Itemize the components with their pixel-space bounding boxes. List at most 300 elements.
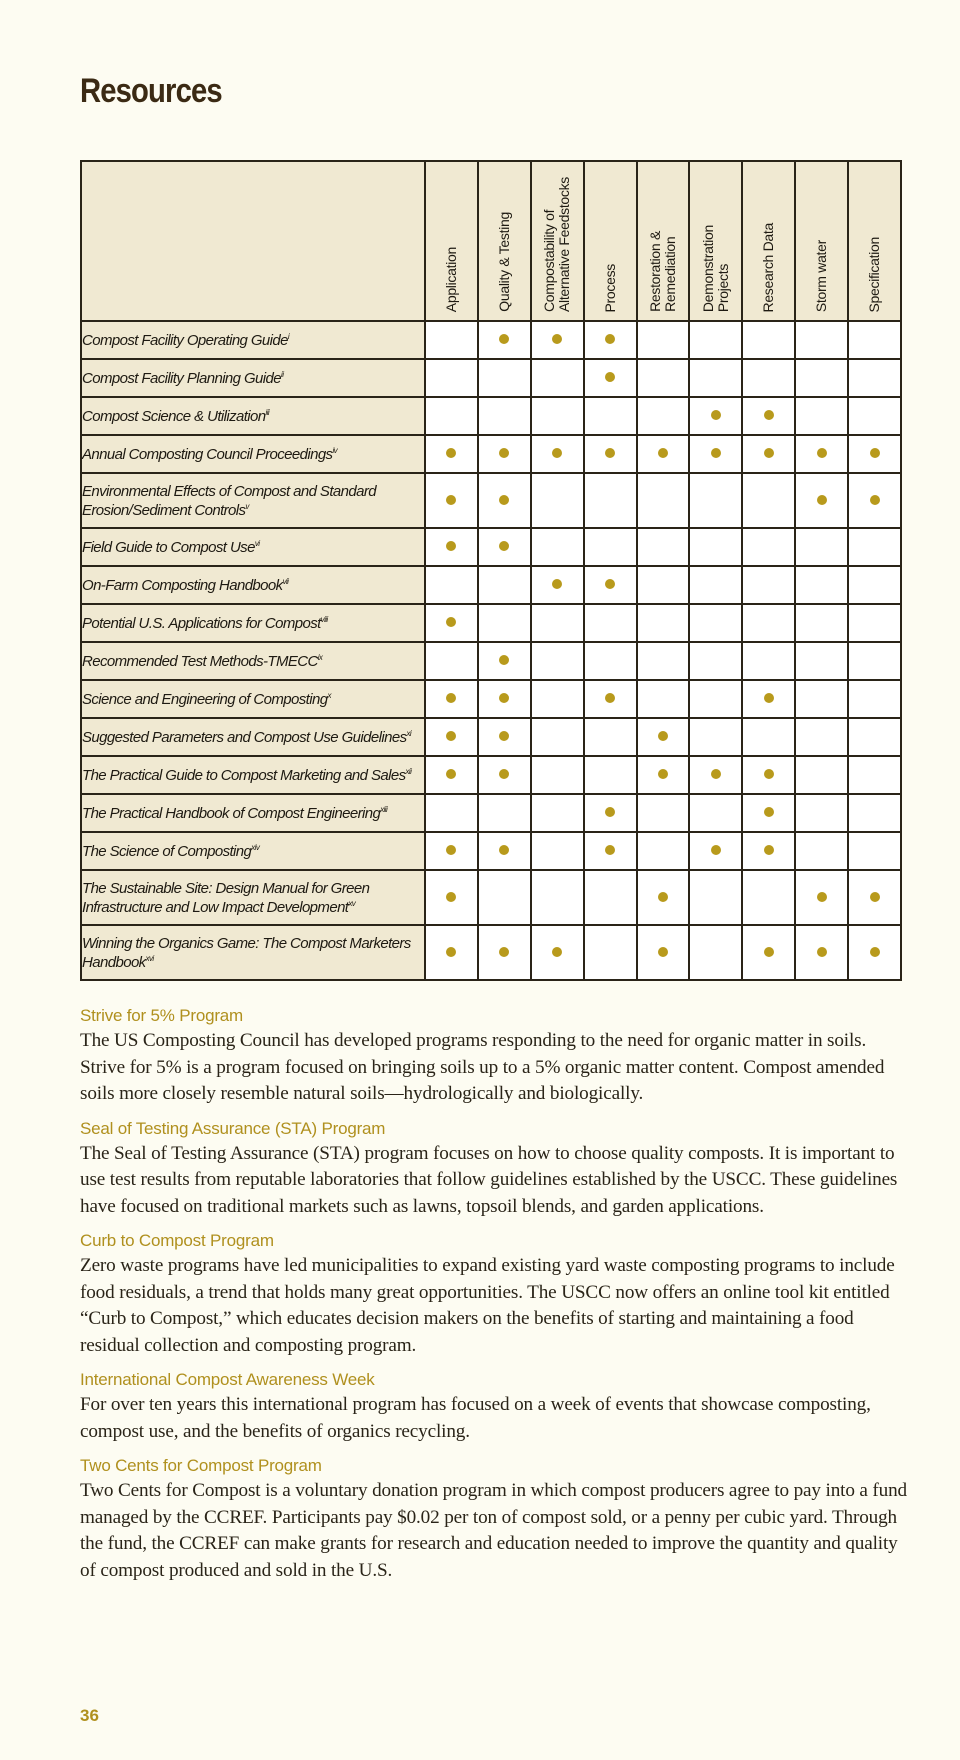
section-title: Strive for 5% Program xyxy=(80,1006,244,1025)
column-header xyxy=(531,161,584,321)
matrix-cell xyxy=(478,756,531,794)
matrix-cell xyxy=(795,794,848,832)
matrix-cell xyxy=(742,870,795,925)
page-title: Resources xyxy=(80,72,222,110)
bullet-dot-icon xyxy=(817,448,827,458)
bullet-dot-icon xyxy=(499,495,509,505)
bullet-dot-icon xyxy=(499,334,509,344)
column-header xyxy=(425,161,478,321)
matrix-cell xyxy=(742,680,795,718)
bullet-dot-icon xyxy=(605,579,615,589)
matrix-cell xyxy=(584,756,637,794)
matrix-cell xyxy=(637,718,690,756)
column-header xyxy=(584,161,637,321)
matrix-cell xyxy=(637,604,690,642)
bullet-dot-icon xyxy=(711,448,721,458)
section-body: Zero waste programs have led municipalities to expand existing yard waste composting programs to include food residuals, a trend that holds many great opportunities. The USCC now offers an online tool kit entitled “Curb to Compost,” which educates decision makers on the benefits of starting and maintaining a food residual collection and composting program. xyxy=(80,1255,895,1356)
matrix-cell xyxy=(848,359,901,397)
bullet-dot-icon xyxy=(605,693,615,703)
bullet-dot-icon xyxy=(552,334,562,344)
footnote-ref: xii xyxy=(405,766,412,776)
bullet-dot-icon xyxy=(870,947,880,957)
matrix-cell xyxy=(637,870,690,925)
matrix-cell xyxy=(742,473,795,528)
table-row xyxy=(81,642,901,680)
bullet-dot-icon xyxy=(446,495,456,505)
resource-title xyxy=(81,680,425,718)
matrix-cell xyxy=(531,680,584,718)
resource-title xyxy=(81,756,425,794)
matrix-cell xyxy=(637,435,690,473)
matrix-cell xyxy=(795,528,848,566)
matrix-cell xyxy=(531,718,584,756)
resource-title xyxy=(81,832,425,870)
matrix-cell xyxy=(795,359,848,397)
matrix-cell xyxy=(795,925,848,980)
matrix-cell xyxy=(425,925,478,980)
section-title: Seal of Testing Assurance (STA) Program xyxy=(80,1118,386,1138)
matrix-cell xyxy=(742,528,795,566)
bullet-dot-icon xyxy=(711,769,721,779)
section-body: The US Composting Council has developed programs responding to the need for organic matter in soils. Strive for 5% is a program focused on bringing soils up to a 5% organic matter content. Compost amended soils more closely resemble natural soils—hydrologically and biologically. xyxy=(80,1030,885,1104)
resource-title xyxy=(81,321,425,359)
matrix-cell xyxy=(637,566,690,604)
matrix-cell xyxy=(531,604,584,642)
page-number: 36 xyxy=(80,1706,99,1725)
column-header-label: Demonstration Projects xyxy=(699,224,731,312)
footnote-ref: x xyxy=(327,690,331,700)
matrix-cell xyxy=(689,642,742,680)
matrix-cell xyxy=(584,680,637,718)
matrix-cell xyxy=(689,473,742,528)
matrix-cell xyxy=(689,718,742,756)
column-header-label: Research Data xyxy=(760,222,777,312)
resource-title xyxy=(81,397,425,435)
column-header-label: Process xyxy=(601,263,618,312)
bullet-dot-icon xyxy=(446,541,456,551)
matrix-cell xyxy=(637,359,690,397)
column-header xyxy=(848,161,901,321)
matrix-cell xyxy=(531,435,584,473)
matrix-cell xyxy=(848,397,901,435)
matrix-cell xyxy=(689,528,742,566)
footnote-ref: ii xyxy=(281,369,284,379)
matrix-cell xyxy=(531,870,584,925)
matrix-cell xyxy=(795,870,848,925)
footnote-ref: viii xyxy=(320,614,328,624)
bullet-dot-icon xyxy=(658,947,668,957)
matrix-cell xyxy=(848,604,901,642)
matrix-cell xyxy=(425,528,478,566)
table-row xyxy=(81,718,901,756)
matrix-cell xyxy=(795,642,848,680)
bullet-dot-icon xyxy=(764,410,774,420)
matrix-cell xyxy=(425,794,478,832)
resource-title-text: On-Farm Composting Handbook xyxy=(82,576,283,594)
footnote-ref: xv xyxy=(348,898,356,908)
matrix-cell xyxy=(795,832,848,870)
bullet-dot-icon xyxy=(764,947,774,957)
footnote-ref: xi xyxy=(406,728,412,738)
matrix-cell xyxy=(478,604,531,642)
resource-title xyxy=(81,435,425,473)
resource-title-text: Science and Engineering of Composting xyxy=(82,690,328,708)
section-body: Two Cents for Compost is a voluntary donation program in which compost producers agree to pay into a fund managed by the CCREF. Participants pay $0.02 per ton of compost sold, or a penny per cubic yard. Through the fund, the CCREF can make grants for research and education needed to improve the quantity and quality of compost produced and sold in the U.S. xyxy=(80,1480,907,1581)
matrix-cell xyxy=(637,794,690,832)
section-title: Curb to Compost Program xyxy=(80,1231,274,1250)
matrix-cell xyxy=(478,528,531,566)
table-corner-cell xyxy=(81,161,425,321)
bullet-dot-icon xyxy=(499,541,509,551)
matrix-cell xyxy=(689,680,742,718)
matrix-cell xyxy=(584,566,637,604)
footnote-ref: ix xyxy=(317,652,323,662)
matrix-cell xyxy=(531,359,584,397)
matrix-cell xyxy=(531,528,584,566)
program-section xyxy=(80,1119,910,1221)
bullet-dot-icon xyxy=(499,655,509,665)
matrix-cell xyxy=(531,925,584,980)
bullet-dot-icon xyxy=(499,693,509,703)
matrix-cell xyxy=(848,794,901,832)
resources-matrix xyxy=(80,160,902,981)
matrix-cell xyxy=(637,397,690,435)
program-section xyxy=(80,1370,910,1445)
resource-title-text: Annual Composting Council Proceedings xyxy=(82,445,333,463)
program-section xyxy=(80,1456,910,1584)
footnote-ref: xiv xyxy=(251,842,260,852)
matrix-cell xyxy=(531,832,584,870)
matrix-cell xyxy=(478,794,531,832)
resource-title-text: The Practical Handbook of Compost Engineering xyxy=(82,804,381,822)
resource-title-text: Field Guide to Compost Use xyxy=(82,538,255,556)
matrix-cell xyxy=(848,435,901,473)
matrix-cell xyxy=(425,321,478,359)
matrix-cell xyxy=(584,528,637,566)
matrix-cell xyxy=(425,359,478,397)
matrix-cell xyxy=(478,718,531,756)
matrix-cell xyxy=(478,925,531,980)
bullet-dot-icon xyxy=(764,693,774,703)
footnote-ref: xvi xyxy=(145,953,154,963)
bullet-dot-icon xyxy=(658,892,668,902)
bullet-dot-icon xyxy=(446,617,456,627)
matrix-cell xyxy=(637,680,690,718)
matrix-cell xyxy=(742,756,795,794)
resource-title-text: Compost Facility Operating Guide xyxy=(82,331,288,349)
matrix-cell xyxy=(584,832,637,870)
matrix-cell xyxy=(848,321,901,359)
matrix-cell xyxy=(425,642,478,680)
matrix-cell xyxy=(584,435,637,473)
bullet-dot-icon xyxy=(446,947,456,957)
program-section xyxy=(80,1006,910,1108)
bullet-dot-icon xyxy=(764,769,774,779)
matrix-cell xyxy=(478,642,531,680)
resource-title-text: Potential U.S. Applications for Compost xyxy=(82,614,321,632)
bullet-dot-icon xyxy=(446,693,456,703)
column-header xyxy=(795,161,848,321)
column-header-label: Storm water xyxy=(813,239,830,312)
program-sections xyxy=(80,1006,910,1595)
matrix-cell xyxy=(425,473,478,528)
bullet-dot-icon xyxy=(605,807,615,817)
table-row xyxy=(81,473,901,528)
matrix-cell xyxy=(848,718,901,756)
matrix-cell xyxy=(848,925,901,980)
matrix-cell xyxy=(478,680,531,718)
matrix-cell xyxy=(795,718,848,756)
bullet-dot-icon xyxy=(764,807,774,817)
resource-title-text: The Practical Guide to Compost Marketing and Sales xyxy=(82,766,406,784)
bullet-dot-icon xyxy=(499,448,509,458)
matrix-cell xyxy=(584,870,637,925)
matrix-cell xyxy=(795,321,848,359)
matrix-cell xyxy=(689,925,742,980)
matrix-cell xyxy=(478,435,531,473)
matrix-cell xyxy=(425,680,478,718)
bullet-dot-icon xyxy=(711,845,721,855)
matrix-cell xyxy=(637,756,690,794)
resource-title xyxy=(81,642,425,680)
matrix-cell xyxy=(795,435,848,473)
bullet-dot-icon xyxy=(605,448,615,458)
matrix-cell xyxy=(637,473,690,528)
column-header xyxy=(478,161,531,321)
column-header-label: Specification xyxy=(866,236,883,312)
column-header xyxy=(689,161,742,321)
matrix-cell xyxy=(742,718,795,756)
bullet-dot-icon xyxy=(817,495,827,505)
bullet-dot-icon xyxy=(552,448,562,458)
matrix-cell xyxy=(689,604,742,642)
matrix-cell xyxy=(742,832,795,870)
footnote-ref: v xyxy=(245,501,249,511)
matrix-cell xyxy=(848,566,901,604)
bullet-dot-icon xyxy=(552,579,562,589)
matrix-cell xyxy=(584,321,637,359)
table-row xyxy=(81,435,901,473)
matrix-cell xyxy=(584,397,637,435)
bullet-dot-icon xyxy=(658,731,668,741)
matrix-cell xyxy=(584,359,637,397)
matrix-cell xyxy=(478,473,531,528)
bullet-dot-icon xyxy=(499,731,509,741)
column-header xyxy=(637,161,690,321)
section-title: Two Cents for Compost Program xyxy=(80,1456,322,1475)
bullet-dot-icon xyxy=(499,845,509,855)
matrix-cell xyxy=(584,473,637,528)
matrix-cell xyxy=(425,870,478,925)
footnote-ref: vii xyxy=(282,576,289,586)
matrix-cell xyxy=(795,397,848,435)
column-header-label: Application xyxy=(442,246,459,312)
matrix-cell xyxy=(637,832,690,870)
resource-title-text: Compost Science & Utilization xyxy=(82,407,266,425)
table-row xyxy=(81,604,901,642)
matrix-cell xyxy=(425,566,478,604)
table-row xyxy=(81,359,901,397)
matrix-cell xyxy=(689,566,742,604)
matrix-cell xyxy=(689,794,742,832)
matrix-cell xyxy=(848,528,901,566)
resource-title xyxy=(81,604,425,642)
bullet-dot-icon xyxy=(499,769,509,779)
column-header xyxy=(742,161,795,321)
table-header-row xyxy=(81,161,901,321)
resource-title xyxy=(81,870,425,925)
matrix-cell xyxy=(795,473,848,528)
resource-title-text: Environmental Effects of Compost and Standard Erosion/Sediment Controls xyxy=(82,482,377,519)
matrix-cell xyxy=(637,321,690,359)
matrix-cell xyxy=(742,604,795,642)
bullet-dot-icon xyxy=(764,448,774,458)
resource-title xyxy=(81,566,425,604)
matrix-cell xyxy=(584,642,637,680)
bullet-dot-icon xyxy=(446,731,456,741)
section-body: For over ten years this international program has focused on a week of events that showcase composting, compost use, and the benefits of organics recycling. xyxy=(80,1394,871,1442)
program-section xyxy=(80,1231,910,1359)
table-row xyxy=(81,528,901,566)
bullet-dot-icon xyxy=(817,892,827,902)
matrix-cell xyxy=(848,832,901,870)
table-row xyxy=(81,397,901,435)
bullet-dot-icon xyxy=(658,769,668,779)
matrix-cell xyxy=(478,832,531,870)
bullet-dot-icon xyxy=(446,892,456,902)
resource-title xyxy=(81,925,425,980)
bullet-dot-icon xyxy=(605,845,615,855)
table-body xyxy=(81,321,901,980)
resource-title xyxy=(81,528,425,566)
matrix-cell xyxy=(531,642,584,680)
table-row xyxy=(81,321,901,359)
matrix-cell xyxy=(795,566,848,604)
column-header-label: Compostability of Alternative Feedstocks xyxy=(541,176,573,312)
matrix-cell xyxy=(689,435,742,473)
footnote-ref: vi xyxy=(254,538,260,548)
matrix-cell xyxy=(637,528,690,566)
matrix-cell xyxy=(742,642,795,680)
resource-title-text: Suggested Parameters and Compost Use Guidelines xyxy=(82,728,407,746)
matrix-cell xyxy=(637,925,690,980)
matrix-cell xyxy=(425,832,478,870)
matrix-cell xyxy=(531,756,584,794)
bullet-dot-icon xyxy=(446,845,456,855)
matrix-cell xyxy=(425,756,478,794)
footnote-ref: iii xyxy=(265,407,270,417)
table-row xyxy=(81,566,901,604)
matrix-cell xyxy=(584,794,637,832)
bullet-dot-icon xyxy=(870,495,880,505)
matrix-cell xyxy=(742,359,795,397)
bullet-dot-icon xyxy=(658,448,668,458)
matrix-cell xyxy=(584,718,637,756)
matrix-cell xyxy=(689,832,742,870)
matrix-cell xyxy=(689,397,742,435)
bullet-dot-icon xyxy=(870,892,880,902)
matrix-cell xyxy=(742,397,795,435)
matrix-cell xyxy=(848,473,901,528)
section-body: The Seal of Testing Assurance (STA) program focuses on how to choose quality composts. It is important to use test results from reputable laboratories that follow guidelines established by the USCC. These guidelines have focused on traditional markets such as lawns, topsoil blends, and garden applications. xyxy=(80,1142,898,1217)
matrix-cell xyxy=(478,359,531,397)
matrix-cell xyxy=(425,397,478,435)
matrix-cell xyxy=(478,397,531,435)
matrix-cell xyxy=(531,473,584,528)
matrix-cell xyxy=(531,397,584,435)
matrix-cell xyxy=(689,321,742,359)
matrix-cell xyxy=(848,680,901,718)
matrix-cell xyxy=(478,566,531,604)
matrix-cell xyxy=(531,321,584,359)
bullet-dot-icon xyxy=(711,410,721,420)
table-row xyxy=(81,794,901,832)
resource-title-text: Recommended Test Methods-TMECC xyxy=(82,652,318,670)
matrix-cell xyxy=(689,756,742,794)
matrix-cell xyxy=(689,870,742,925)
bullet-dot-icon xyxy=(870,448,880,458)
matrix-cell xyxy=(795,604,848,642)
table-row xyxy=(81,756,901,794)
matrix-cell xyxy=(689,359,742,397)
table-row xyxy=(81,832,901,870)
column-header-label: Restoration & Remediation xyxy=(647,231,678,312)
bullet-dot-icon xyxy=(764,845,774,855)
bullet-dot-icon xyxy=(446,448,456,458)
resource-title xyxy=(81,359,425,397)
matrix-cell xyxy=(795,756,848,794)
section-title: International Compost Awareness Week xyxy=(80,1370,375,1389)
matrix-cell xyxy=(848,870,901,925)
footnote-ref: iv xyxy=(332,445,338,455)
bullet-dot-icon xyxy=(605,372,615,382)
table-row xyxy=(81,925,901,980)
matrix-cell xyxy=(742,435,795,473)
column-header-label: Quality & Testing xyxy=(495,212,512,312)
matrix-cell xyxy=(478,870,531,925)
resource-title-text: The Sustainable Site: Design Manual for Green Infrastructure and Low Impact Development xyxy=(82,879,370,916)
resource-title-text: Winning the Organics Game: The Compost Marketers Handbook xyxy=(82,934,411,971)
resource-title xyxy=(81,718,425,756)
footnote-ref: i xyxy=(287,331,290,341)
matrix-cell xyxy=(742,925,795,980)
bullet-dot-icon xyxy=(605,334,615,344)
matrix-cell xyxy=(584,604,637,642)
resource-title xyxy=(81,794,425,832)
matrix-cell xyxy=(637,642,690,680)
matrix-cell xyxy=(531,794,584,832)
resource-title xyxy=(81,473,425,528)
matrix-cell xyxy=(742,794,795,832)
bullet-dot-icon xyxy=(499,947,509,957)
matrix-cell xyxy=(742,321,795,359)
matrix-cell xyxy=(795,680,848,718)
matrix-cell xyxy=(584,925,637,980)
table-row xyxy=(81,680,901,718)
matrix-cell xyxy=(531,566,584,604)
matrix-cell xyxy=(848,642,901,680)
bullet-dot-icon xyxy=(817,947,827,957)
resource-title-text: The Science of Composting xyxy=(82,842,252,860)
matrix-cell xyxy=(848,756,901,794)
footnote-ref: xiii xyxy=(380,804,388,814)
bullet-dot-icon xyxy=(446,769,456,779)
bullet-dot-icon xyxy=(552,947,562,957)
matrix-cell xyxy=(742,566,795,604)
table-row xyxy=(81,870,901,925)
resource-title-text: Compost Facility Planning Guide xyxy=(82,369,282,387)
matrix-cell xyxy=(425,604,478,642)
